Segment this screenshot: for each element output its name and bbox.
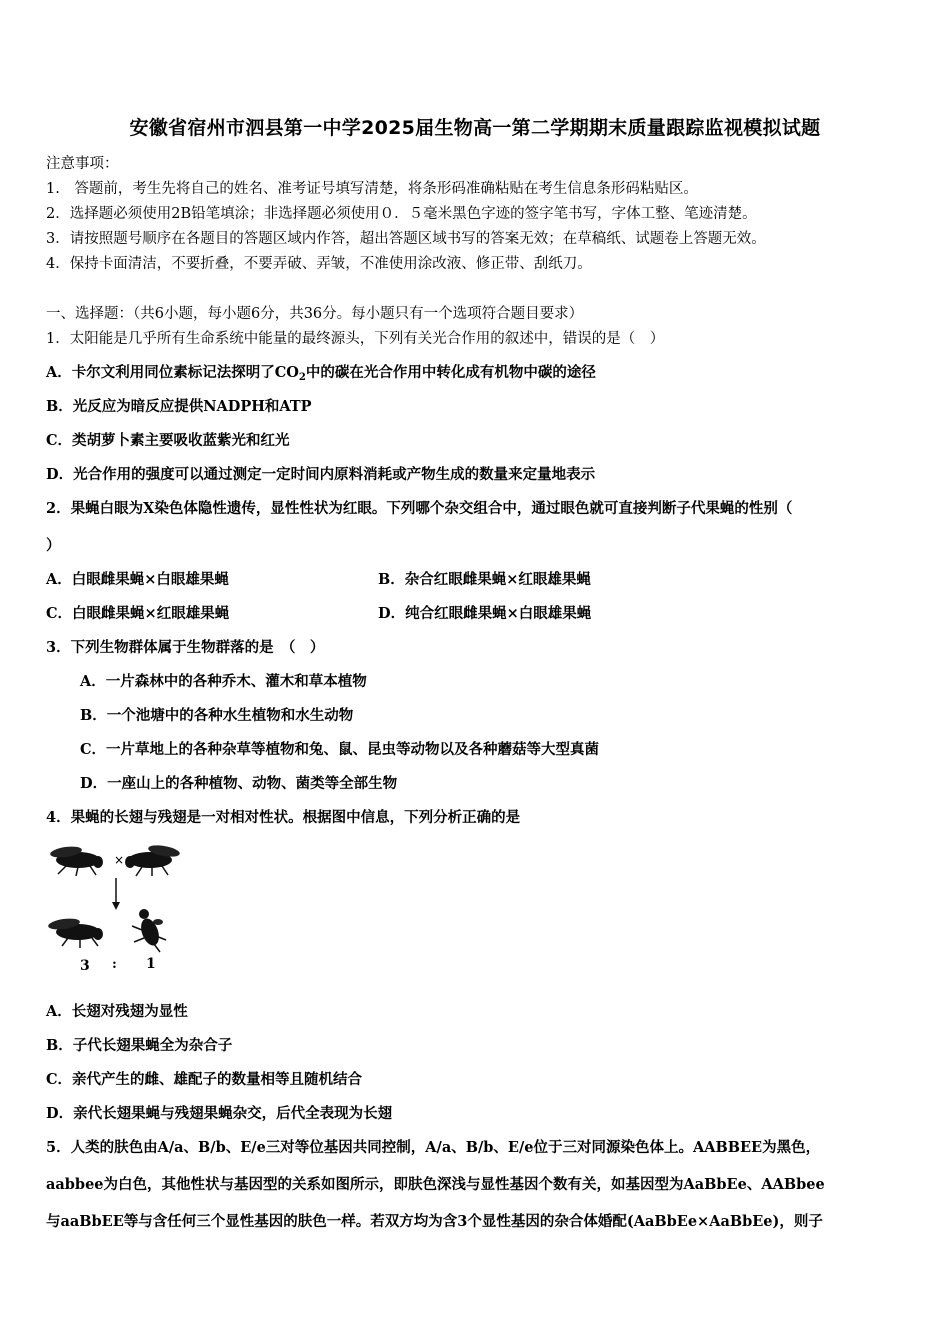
option-text: 中的碳在光合作用中转化成有机物中碳的途径 [305, 364, 596, 381]
question-1-stem: 1．太阳能是几乎所有生命系统中能量的最终源头，下列有关光合作用的叙述中，错误的是（ ） [46, 331, 665, 347]
question-2-option-a: A．白眼雌果蝇×白眼雄果蝇 [46, 571, 229, 588]
question-2-option-c: C．白眼雌果蝇×红眼雄果蝇 [46, 605, 230, 622]
subscript: 2 [298, 372, 306, 383]
page-title: 安徽省宿州市泗县第一中学2025届生物高一第二学期期末质量跟踪监视模拟试题 [129, 117, 821, 139]
question-3-option-a: A．一片森林中的各种乔木、灌木和草本植物 [80, 673, 367, 690]
question-4-stem: 4．果蝇的长翅与残翅是一对相对性状。根据图中信息，下列分析正确的是 [46, 809, 521, 826]
question-5-stem-line2: aabbee为白色，其他性状与基因型的关系如图所示，即肤色深浅与显性基因个数有关，如基因型为AaBbEe、AABbee [46, 1176, 825, 1193]
question-4-option-d: D．亲代长翅果蝇与残翅果蝇杂交，后代全表现为长翅 [46, 1105, 393, 1122]
note-item: 2．选择题必须使用2B铅笔填涂；非选择题必须使用０．５毫米黑色字迹的签字笔书写，字体工整、笔迹清楚。 [46, 206, 757, 222]
note-item: 3．请按照题号顺序在各题目的答题区域内作答，超出答题区域书写的答案无效；在草稿纸、试题卷上答题无效。 [46, 231, 766, 247]
vestigial-wing-fly-icon [132, 909, 166, 952]
question-1-option-d: D．光合作用的强度可以通过测定一定时间内原料消耗或产物生成的数量来定量地表示 [46, 466, 596, 483]
question-2-option-b: B．杂合红眼雌果蝇×红眼雄果蝇 [378, 571, 591, 588]
question-3-option-b: B．一个池塘中的各种水生植物和水生动物 [80, 707, 354, 724]
long-wing-fly-icon [49, 845, 103, 876]
question-1-option-c: C．类胡萝卜素主要吸收蓝紫光和红光 [46, 432, 290, 449]
question-5-stem-line3: 与aaBbEE等与含任何三个显性基因的肤色一样。若双方均为含3个显性基因的杂合体婚配(AaBbEe×AaBbEe)，则子 [46, 1213, 823, 1230]
note-item: 1. 答题前，考生先将自己的姓名、准考证号填写清楚，将条形码准确粘贴在考生信息条形码粘贴区。 [46, 181, 698, 197]
ratio-left: 3 [80, 958, 90, 974]
note-item: 4．保持卡面清洁，不要折叠，不要弄破、弄皱，不准使用涂改液、修正带、刮纸刀。 [46, 256, 592, 272]
question-4-option-a: A．长翅对残翅为显性 [46, 1003, 188, 1020]
long-wing-fly-icon [47, 917, 103, 948]
ratio-colon: : [112, 957, 117, 972]
question-4-option-c: C．亲代产生的雌、雄配子的数量相等且随机结合 [46, 1071, 363, 1088]
question-2-option-d: D．纯合红眼雌果蝇×白眼雄果蝇 [378, 605, 592, 622]
question-5-stem: 5．人类的肤色由A/a、B/b、E/e三对等位基因共同控制，A/a、B/b、E/e位于三对同源染色体上。AABBEE为黑色， [46, 1139, 821, 1156]
question-3-option-d: D．一座山上的各种植物、动物、菌类等全部生物 [80, 775, 398, 792]
notes-heading: 注意事项： [46, 156, 119, 172]
question-2-stem-cont: ） [46, 537, 61, 554]
cross-symbol: × [114, 853, 125, 867]
long-wing-fly-icon [125, 843, 181, 876]
question-3-option-c: C．一片草地上的各种杂草等植物和兔、鼠、昆虫等动物以及各种蘑菇等大型真菌 [80, 741, 600, 758]
option-text: A．卡尔文利用同位素标记法探明了CO [46, 364, 299, 381]
question-4-option-b: B．子代长翅果蝇全为杂合子 [46, 1037, 233, 1054]
question-2-stem: 2．果蝇白眼为X染色体隐性遗传，显性性状为红眼。下列哪个杂交组合中，通过眼色就可直接判断子代果蝇的性别（ [46, 500, 793, 517]
question-1-option-a [46, 361, 596, 383]
fruit-fly-cross-figure [46, 840, 186, 974]
question-1-option-b: B．光反应为暗反应提供NADPH和ATP [46, 398, 312, 415]
question-3-stem: 3．下列生物群体属于生物群落的是 （ ） [46, 639, 325, 656]
down-arrow-icon [112, 878, 120, 910]
section-heading: 一、选择题：（共6小题，每小题6分，共36分。每小题只有一个选项符合题目要求） [46, 306, 584, 322]
ratio-right: 1 [146, 956, 156, 972]
